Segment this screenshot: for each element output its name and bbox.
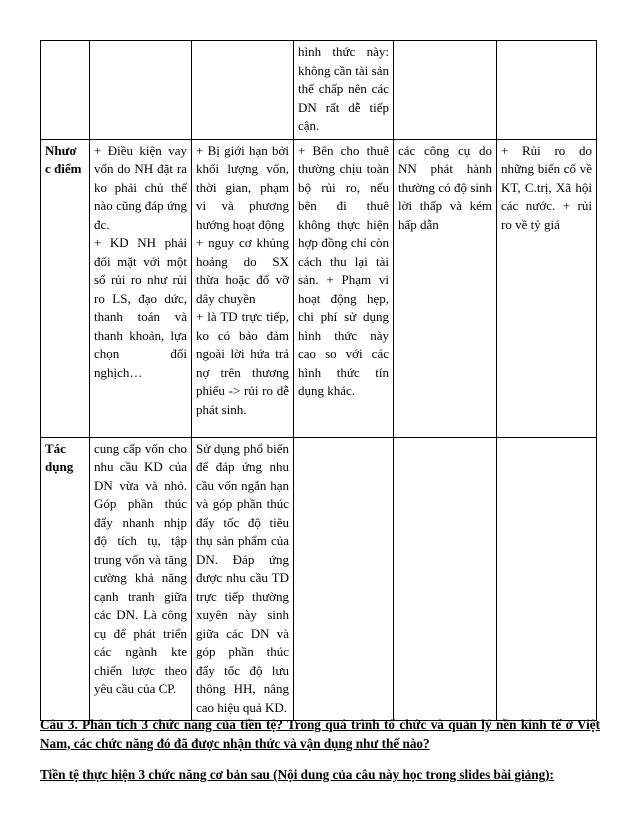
table-cell: + Bị giới hạn bởi khối lượng vốn, thời gian, phạm vi và phương hướng hoạt động + nguy cơ khủng hoảng do SX thừa hoặc đổ vỡ dây chuyền + là TD trực tiếp, ko có bảo đảm ngoài lời hứa trả nợ trên thương phiếu -> rủi ro dễ phát sinh. bbox=[192, 139, 294, 437]
answer-intro: Tiền tệ thực hiện 3 chức năng cơ bản sau (Nội dung của câu này học trong slides bài giảng): bbox=[40, 767, 554, 782]
table-cell bbox=[394, 437, 497, 721]
table-cell bbox=[497, 41, 597, 140]
table-row-disadvantages bbox=[41, 139, 597, 437]
comparison-table bbox=[40, 40, 597, 721]
table-cell: + Điều kiện vay vốn do NH đặt ra ko phải chủ thể nào cũng đáp ứng đc. + KD NH phải đối mặt với một số rủi ro như rủi ro LS, đạo dức, thanh toán và thanh khoản, lựa chọn đối nghịch… bbox=[90, 139, 192, 437]
table-cell bbox=[192, 41, 294, 140]
table-cell: + Rủi ro do những biến cố về KT, C.trị, Xã hội các nước. + rủi ro về tỷ giá bbox=[497, 139, 597, 437]
table-cell: + Bên cho thuê thường chịu toàn bộ rủi ro, nếu bên đi thuê không thực hiện hợp đồng chỉ còn cách thu lại tài sản. + Phạm vi hoạt động hẹp, chi phí sử dụng hình thức này cao so với các hình thức tín dụng khác. bbox=[294, 139, 394, 437]
table-row-effects bbox=[41, 437, 597, 721]
table-cell bbox=[294, 437, 394, 721]
table-row-continuation bbox=[41, 41, 597, 140]
row-label bbox=[41, 41, 90, 140]
table-cell bbox=[394, 41, 497, 140]
question-heading: Câu 3. Phân tích 3 chức năng của tiền tệ? Trong quá trình tổ chức và quản lý nền kinh tế ở Việt Nam, các chức năng đó đã được nhận thức và vận dụng như thế nào? bbox=[40, 717, 600, 751]
table-cell: hình thức này: không cần tài sản thế chấp nên các DN rất dễ tiếp cận. bbox=[294, 41, 394, 140]
table-cell: cung cấp vốn cho nhu cầu KD của DN vừa và nhỏ. Góp phần thúc đẩy nhanh nhịp độ tích tụ, tập trung vốn và tăng cường khả năng cạnh tranh giữa các DN. Là công cụ để phát triển các ngành kte chiến lược theo yêu cầu của CP. bbox=[90, 437, 192, 721]
table-cell bbox=[497, 437, 597, 721]
table-cell: Sử dụng phổ biến để đáp ứng nhu cầu vốn ngắn hạn và góp phần thúc đẩy tốc độ tiêu thụ sản phẩm của DN. Đáp ứng được nhu cầu TD trực tiếp thường xuyên này sinh giữa các DN và góp phần thúc đẩy tốc độ lưu thông HH, nâng cao hiệu quả KD. bbox=[192, 437, 294, 721]
row-label: Nhươ c điểm bbox=[41, 139, 90, 437]
table-cell: các công cụ do NN phát hành thường có độ sinh lời thấp và kém hấp dẫn bbox=[394, 139, 497, 437]
row-label: Tác dụng bbox=[41, 437, 90, 721]
table-cell bbox=[90, 41, 192, 140]
